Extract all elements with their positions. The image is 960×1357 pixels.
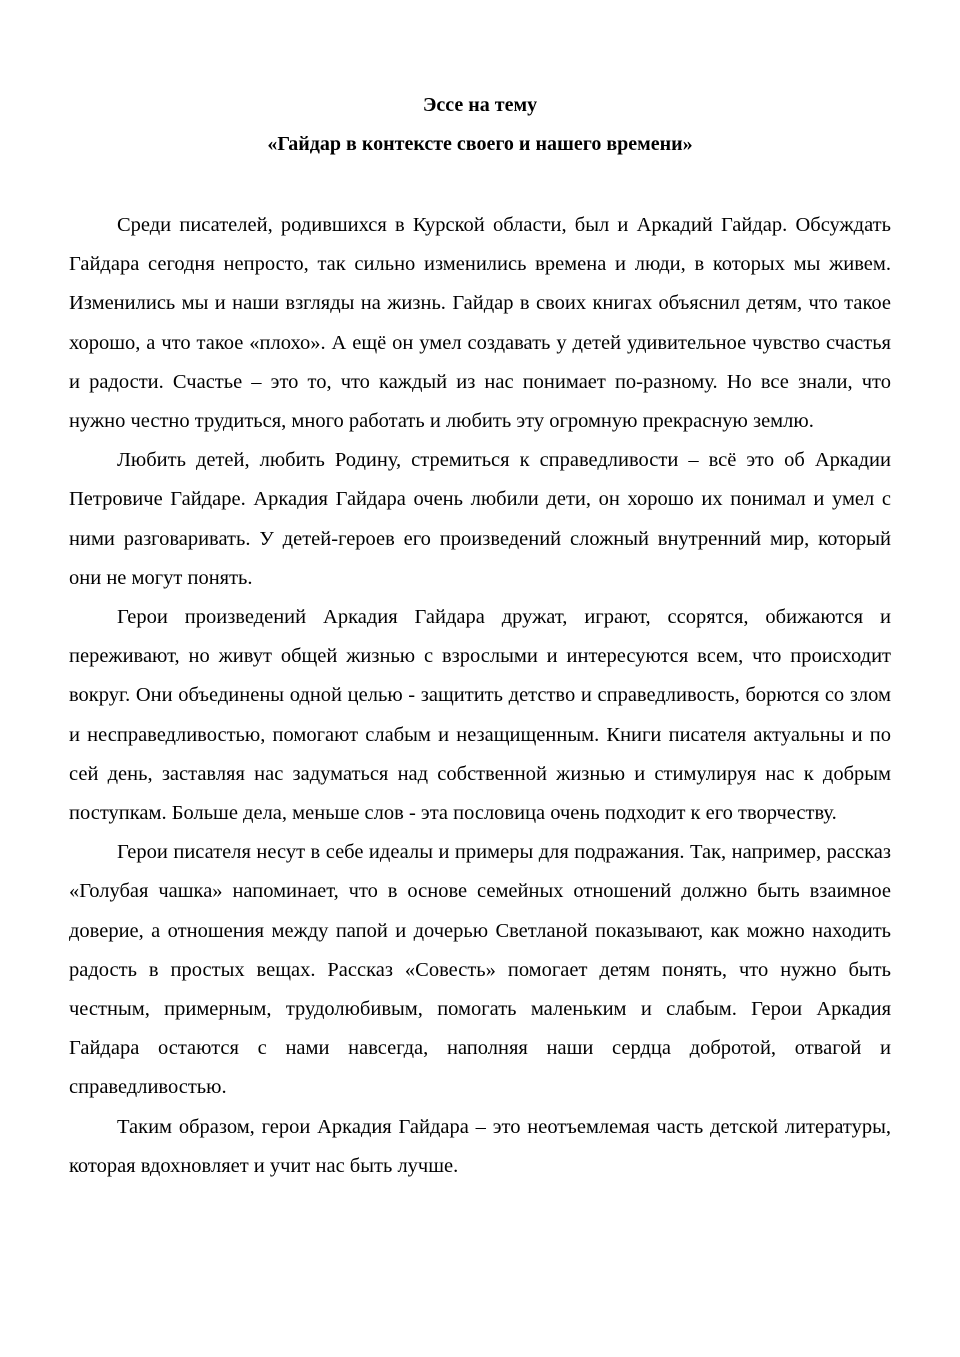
paragraph-2: Любить детей, любить Родину, стремиться к справедливости – всё это об Аркадии Петровиче Гайдаре. Аркадия Гайдара очень любили дети, он хорошо их понимал и умел с ними разговаривать. У детей-героев его произведений сложный внутренний мир, который они не могут понять.: [69, 449, 891, 589]
essay-heading: Эссе на тему: [422, 94, 538, 116]
essay-body: [69, 206, 891, 1186]
paragraph-5: Таким образом, герои Аркадия Гайдара – это неотъемлемая часть детской литературы, которая вдохновляет и учит нас быть лучше.: [69, 1115, 891, 1177]
paragraph-3: Герои произведений Аркадия Гайдара дружат, играют, ссорятся, обижаются и переживают, но живут общей жизнью с взрослыми и интересуются всем, что происходит вокруг. Они объединены одной целью - защитить детство и справедливость, борются со злом и несправедливостью, помогают слабым и незащищенным. Книги писателя актуальны и по сей день, заставляя нас задуматься над собственной жизнью и стимулируя нас к добрым поступкам. Больше дела, меньше слов - эта пословица очень подходит к его творчеству.: [69, 606, 891, 825]
paragraph-4: Герои писателя несут в себе идеалы и примеры для подражания. Так, например, рассказ «Голубая чашка» напоминает, что в основе семейных отношений должно быть взаимное доверие, а отношения между папой и дочерью Светланой показывают, как можно находить радость в простых вещах. Рассказ «Совесть» помогает детям понять, что нужно быть честным, примерным, трудолюбивым, помогать маленьким и слабым. Герои Аркадия Гайдара остаются с нами навсегда, наполняя наши сердца добротой, отвагой и справедливостью.: [69, 841, 891, 1099]
essay-title: «Гайдар в контексте своего и нашего времени»: [267, 133, 693, 155]
paragraph-1: Среди писателей, родившихся в Курской области, был и Аркадий Гайдар. Обсуждать Гайдара сегодня непросто, так сильно изменились времена и люди, в которых мы живем. Изменились мы и наши взгляды на жизнь. Гайдар в своих книгах объяснил детям, что такое хорошо, а что такое «плохо». А ещё он умел создавать у детей удивительное чувство счастья и радости. Счастье – это то, что каждый из нас понимает по-разному. Но все знали, что нужно честно трудиться, много работать и любить эту огромную прекрасную землю.: [69, 214, 891, 433]
